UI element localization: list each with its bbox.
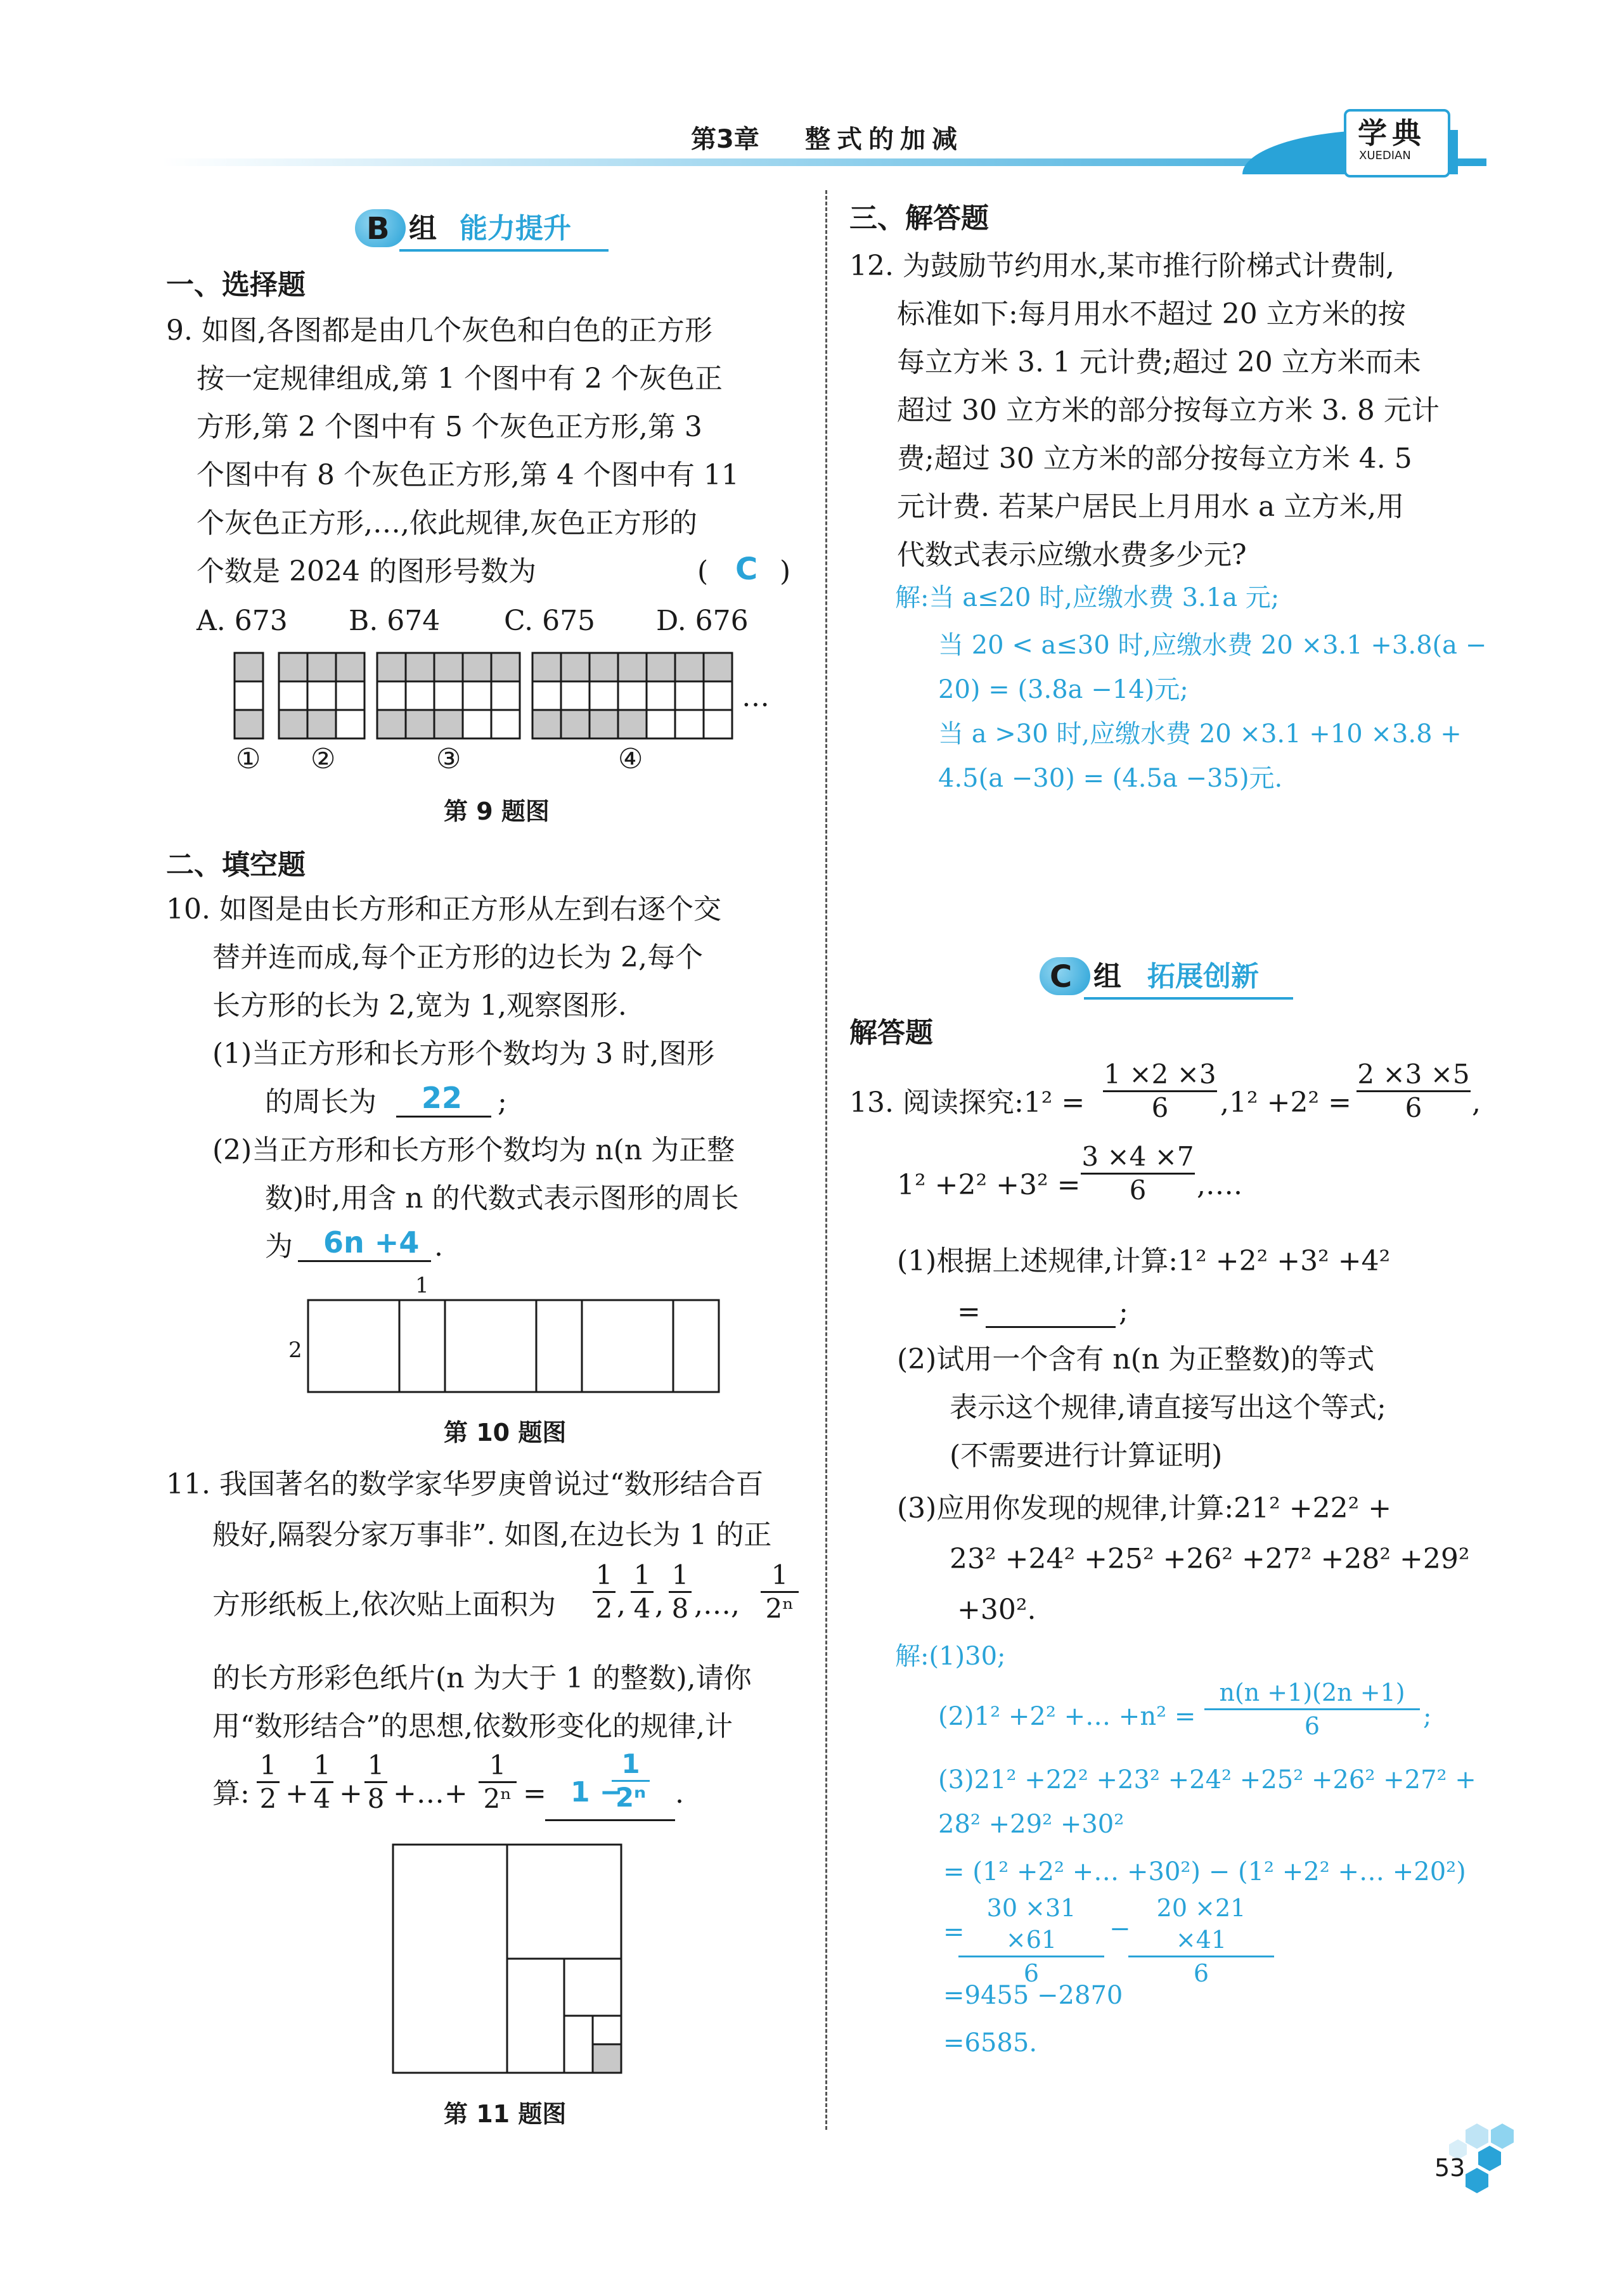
- q10-line-3: 长方形的长为 2,宽为 1,观察图形.: [212, 989, 627, 1022]
- q13-part2-1: (2)试用一个含有 n(n 为正整数)的等式: [897, 1343, 1375, 1376]
- q13-sol-3-minus: −: [1109, 1914, 1131, 1943]
- group-c-underline: [1084, 997, 1293, 1000]
- q13-part1-end: ;: [1119, 1296, 1128, 1328]
- q11-dots: ,…,: [694, 1589, 740, 1621]
- q10-fig-label-left: 2: [288, 1337, 302, 1363]
- header-title: 整式的加减: [805, 125, 963, 154]
- q10-caption: 第 10 题图: [444, 1419, 567, 1447]
- q10-part2-c: 为: [265, 1230, 293, 1263]
- q9-fig-label-1: ①: [236, 743, 261, 775]
- group-c-letter: C: [1050, 959, 1073, 995]
- q13-sol-3-1: (3)21² +22² +23² +24² +25² +26² +27² +: [938, 1765, 1476, 1795]
- q13-sol-3-frac-2: 20 ×21 ×41 6: [1128, 1892, 1274, 1989]
- q13-part3-3: +30².: [957, 1594, 1036, 1626]
- q13-line-2: 1² +2² +3² =: [897, 1169, 1081, 1201]
- header-chapter: 第3章: [691, 125, 759, 154]
- q9-paren-right: ): [780, 555, 791, 588]
- q13-sol-2-frac: n(n +1)(2n +1) 6: [1204, 1677, 1420, 1742]
- q11-plus-1: +: [285, 1777, 309, 1810]
- group-c-heading: [1040, 954, 1293, 1002]
- q13-sol-3-eq: =: [943, 1917, 965, 1947]
- q10-part1-a: (1)当正方形和长方形个数均为 3 时,图形: [212, 1038, 715, 1070]
- q11-sum-frac-1: 1 2: [257, 1750, 280, 1815]
- section-fill: 二、填空题: [166, 849, 306, 881]
- q11-line-3: 方形纸板上,依次贴上面积为: [212, 1589, 556, 1621]
- q11-blank: [545, 1819, 675, 1821]
- brand-text-en: XUEDIAN: [1359, 149, 1411, 162]
- q13-sol-3-frac-1: 30 ×31 ×61 6: [958, 1892, 1104, 1989]
- page-number: 53: [1434, 2154, 1466, 2182]
- q12-solution-2: 当 20 < a≤30 时,应缴水费 20 ×3.1 +3.8(a −: [938, 631, 1487, 660]
- q13-intro: 13. 阅读探究:1² =: [849, 1086, 1085, 1119]
- q11-end: .: [675, 1777, 684, 1810]
- q10-figure: [304, 1296, 723, 1398]
- q11-comma-2: ,: [655, 1589, 664, 1621]
- q10-part2-end: .: [434, 1230, 443, 1263]
- q9-line-1: 9. 如图,各图都是由几个灰色和白色的正方形: [166, 314, 712, 347]
- section-answer-c: 解答题: [849, 1017, 933, 1049]
- q11-sum-frac-2: 1 4: [311, 1750, 333, 1815]
- q11-line-2: 般好,隔裂分家万事非”. 如图,在边长为 1 的正: [212, 1519, 772, 1551]
- group-b-title: 能力提升: [460, 212, 571, 245]
- q9-fig-1: [235, 653, 263, 738]
- q13-part3-2: 23² +24² +25² +26² +27² +28² +29²: [950, 1543, 1470, 1575]
- q13-part1-blank: [986, 1326, 1116, 1328]
- q13-line-2-end: ,….: [1197, 1169, 1242, 1201]
- q11-frac-2: 1 4: [631, 1559, 654, 1625]
- q9-option-c: C. 675: [504, 605, 596, 637]
- q13-frac-3: 3 ×4 ×7 6: [1081, 1141, 1194, 1206]
- q9-fig-label-4: ④: [618, 743, 643, 775]
- q11-ans-lead: 1 −: [570, 1776, 623, 1808]
- q9-option-d: D. 676: [656, 605, 749, 637]
- q13-frac-1: 1 ×2 ×3 6: [1104, 1059, 1216, 1123]
- q9-caption: 第 9 题图: [444, 797, 550, 825]
- group-b-heading: [355, 206, 609, 254]
- q13-part2-3: (不需要进行计算证明): [950, 1440, 1223, 1472]
- q11-sum-frac-3: 1 8: [364, 1750, 387, 1815]
- q13-part3-1: (3)应用你发现的规律,计算:21² +22² +: [897, 1492, 1392, 1524]
- q13-part1-eq: =: [957, 1296, 981, 1328]
- q10-part2-answer: 6n +4: [323, 1225, 420, 1260]
- q12-line-3: 每立方米 3. 1 元计费;超过 20 立方米而未: [897, 346, 1421, 378]
- q13-part1: (1)根据上述规律,计算:1² +2² +3² +4²: [897, 1245, 1391, 1277]
- q9-line-6: 个数是 2024 的图形号数为: [197, 555, 536, 588]
- q10-part1-b: 的周长为: [265, 1086, 377, 1118]
- group-b-zu: 组: [409, 212, 437, 245]
- q12-solution-5: 4.5(a −30) = (4.5a −35)元.: [938, 764, 1283, 793]
- q11-caption: 第 11 题图: [444, 2100, 567, 2128]
- q12-solution-1: 解:当 a≤20 时,应缴水费 3.1a 元;: [895, 583, 1280, 612]
- q13-comma: ,: [1472, 1086, 1481, 1119]
- q12-line-7: 代数式表示应缴水费多少元?: [897, 539, 1247, 571]
- q9-line-4: 个图中有 8 个灰色正方形,第 4 个图中有 11: [197, 459, 739, 491]
- q12-solution-4: 当 a >30 时,应缴水费 20 ×3.1 +10 ×3.8 +: [938, 719, 1462, 749]
- q13-sol-3-3: = (1² +2² +… +30²) − (1² +2² +… +20²): [943, 1857, 1466, 1886]
- q11-line-6: 算:: [212, 1777, 250, 1810]
- q11-sum-frac-last: 1 2ⁿ: [479, 1750, 517, 1815]
- q9-line-2: 按一定规律组成,第 1 个图中有 2 个灰色正: [197, 363, 723, 395]
- q11-line-1: 11. 我国著名的数学家华罗庚曾说过“数形结合百: [166, 1468, 764, 1500]
- q12-line-4: 超过 30 立方米的部分按每立方米 3. 8 元计: [897, 394, 1440, 427]
- q12-line-2: 标准如下:每月用水不超过 20 立方米的按: [897, 298, 1406, 330]
- q9-option-b: B. 674: [349, 605, 441, 637]
- q13-sol-2: (2)1² +2² +… +n² =: [938, 1702, 1196, 1731]
- q10-fig-label-top: 1: [415, 1273, 429, 1298]
- q9-line-3: 方形,第 2 个图中有 5 个灰色正方形,第 3: [197, 411, 702, 443]
- q10-part2-b: 数)时,用含 n 的代数式表示图形的周长: [265, 1182, 739, 1215]
- group-c-title: 拓展创新: [1147, 960, 1259, 993]
- q9-fig-3: [377, 653, 520, 738]
- q13-frac-2: 2 ×3 ×5 6: [1357, 1059, 1470, 1123]
- q12-line-6: 元计费. 若某户居民上月用水 a 立方米,用: [897, 491, 1405, 523]
- q9-fig-ellipsis: …: [742, 681, 770, 713]
- section-answer: 三、解答题: [849, 202, 989, 235]
- q11-comma-1: ,: [617, 1589, 626, 1621]
- column-divider: [825, 190, 827, 2130]
- q9-answer: C: [735, 551, 758, 587]
- q10-part1-answer: 22: [422, 1081, 463, 1115]
- q11-frac-1: 1 2: [593, 1559, 615, 1625]
- q9-line-5: 个灰色正方形,…,依此规律,灰色正方形的: [197, 507, 697, 539]
- brand-text: 学典: [1358, 116, 1426, 150]
- q10-line-2: 替并连而成,每个正方形的边长为 2,每个: [212, 941, 703, 974]
- q11-sum-mid: +…+: [393, 1777, 468, 1810]
- q9-paren-left: (: [697, 555, 709, 588]
- brand-logo: [1344, 109, 1450, 177]
- q9-fig-label-3: ③: [436, 743, 461, 775]
- q13-sol-1: 解:(1)30;: [895, 1642, 1006, 1671]
- q11-ans-frac: 1 2ⁿ: [612, 1748, 650, 1814]
- q12-line-1: 12. 为鼓励节约用水,某市推行阶梯式计费制,: [849, 250, 1395, 282]
- q13-sol-3-2: 28² +29² +30²: [938, 1810, 1125, 1839]
- group-b-underline: [399, 249, 609, 252]
- q11-figure: [390, 1841, 624, 2076]
- q11-eq: =: [523, 1777, 546, 1810]
- q13-sol-2-end: ;: [1423, 1702, 1432, 1731]
- q11-frac-3: 1 8: [669, 1559, 692, 1625]
- q12-solution-3: 20) = (3.8a −14)元;: [938, 675, 1189, 704]
- q13-mid-1: ,1² +2² =: [1220, 1086, 1351, 1119]
- q10-part2-a: (2)当正方形和长方形个数均为 n(n 为正整: [212, 1134, 735, 1166]
- q11-frac-last: 1 2ⁿ: [761, 1559, 799, 1625]
- q11-line-5: 用“数形结合”的思想,依数形变化的规律,计: [212, 1710, 733, 1743]
- q13-sol-3-5: =9455 −2870: [943, 1981, 1123, 2010]
- q10-part1-end: ;: [498, 1086, 507, 1118]
- group-b-letter: B: [366, 211, 390, 247]
- q13-sol-3-6: =6585.: [943, 2028, 1038, 2058]
- q9-fig-4: [532, 653, 732, 738]
- q9-option-a: A. 673: [197, 605, 288, 637]
- q9-fig-2: [279, 653, 364, 738]
- q11-line-4: 的长方形彩色纸片(n 为大于 1 的整数),请你: [212, 1662, 752, 1694]
- group-c-zu: 组: [1093, 960, 1121, 993]
- q10-line-1: 10. 如图是由长方形和正方形从左到右逐个交: [166, 893, 721, 925]
- q13-part2-2: 表示这个规律,请直接写出这个等式;: [950, 1391, 1386, 1424]
- section-choice: 一、选择题: [166, 269, 306, 301]
- q11-plus-2: +: [339, 1777, 363, 1810]
- q12-line-5: 费;超过 30 立方米的部分按每立方米 4. 5: [897, 442, 1412, 475]
- q9-fig-label-2: ②: [311, 743, 336, 775]
